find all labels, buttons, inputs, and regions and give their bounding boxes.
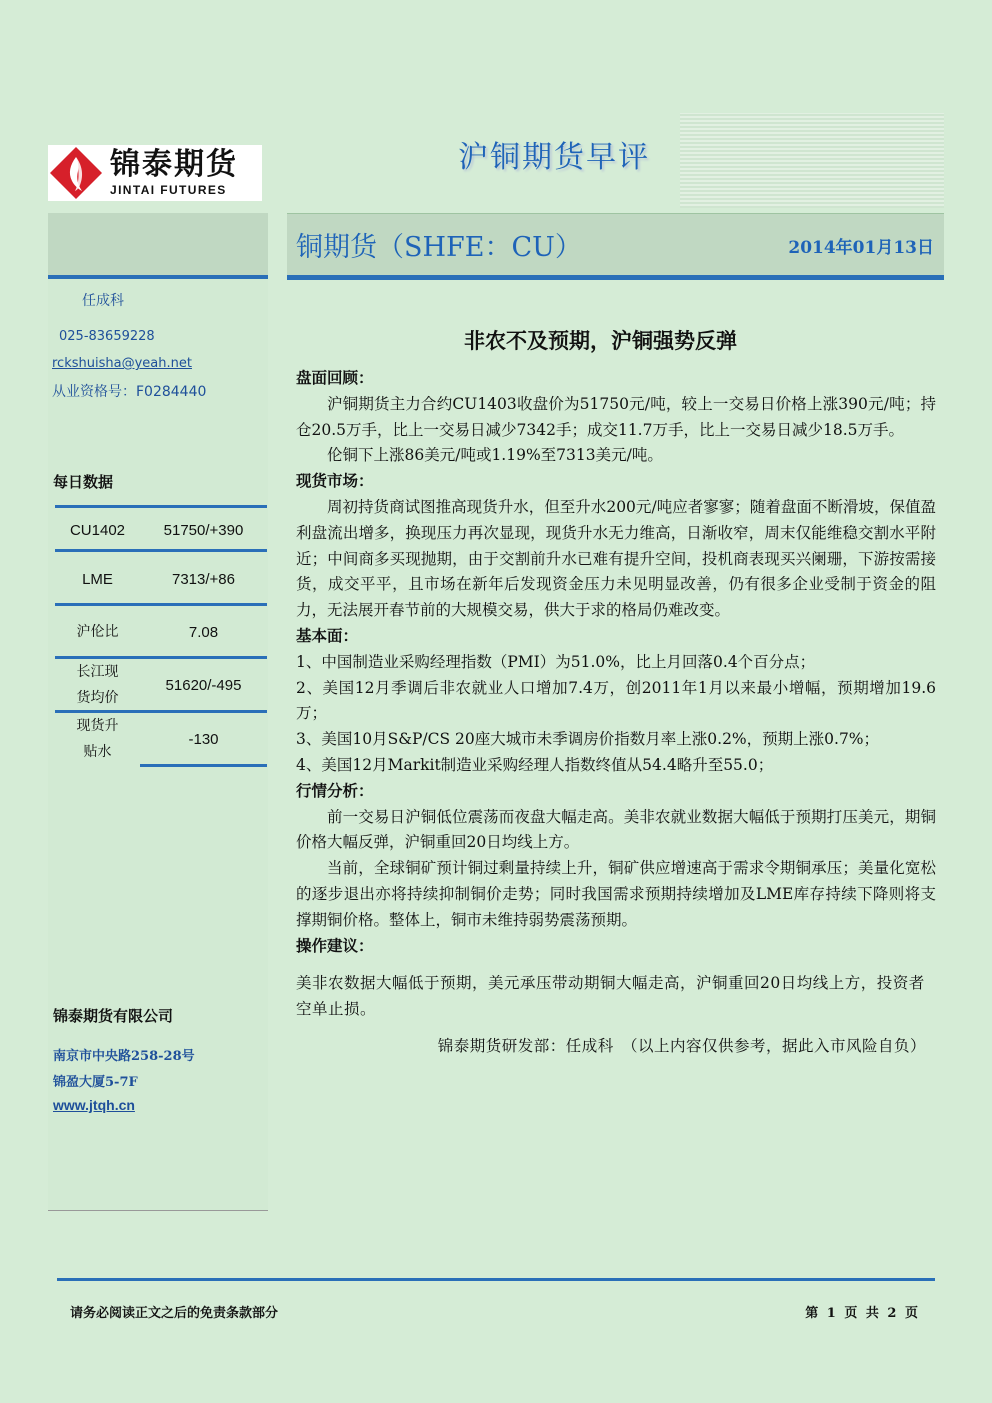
company-website-link[interactable]: www.jtqh.cn [53,1097,135,1113]
section-heading: 盘面回顾： [296,369,374,387]
paragraph: 前一交易日沪铜低位震荡而夜盘大幅走高。美非农就业数据大幅低于预期打压美元，期铜价格大幅反弹，沪铜重回20日均线上方。 [296,807,936,852]
row-label: LME [82,570,113,588]
list-item: 2、美国12月季调后非农就业人口增加7.4万，创2011年1月以来最小增幅，预期增加19.6万； [296,678,936,723]
row-value: 51750/+390 [163,521,244,539]
section-heading: 现货市场： [296,472,374,491]
section-heading: 行情分析： [296,781,374,800]
report-date: 2014年01月13日 [788,238,934,258]
list-item: 4、美国12月Markit制造业采购经理人指数终值从54.4略升至55.0； [296,755,774,774]
row-label: 沪伦比 [76,624,119,640]
table-row [55,554,267,604]
paragraph: 周初持货商试图推高现货升水，但至升水200元/吨应者寥寥；随着盘面不断滑坡，保值盈利盘流出增多，换现压力再次显现，现货升水无力维高，日渐收窄，周末仅能维稳交割水平附近；中间商多买现抛期，由于交割前升水已难有提升空间，投机商表现买兴阑珊，下游按需接货，成交平平，且市场在新年后发现资金压力未见明显改善，仍有很多企业受制于资金的阻力，无法展开春节前的大规模交易，供大于求的格局仍难改变。 [296,497,936,620]
logo-name-cn: 锦泰期货 [110,147,238,182]
footer-divider [57,1278,935,1281]
advice-text: 美非农数据大幅低于预期，美元承压带动期铜大幅走高，沪铜重回20日均线上方，投资者空单止损。 [296,974,925,1019]
analyst-license: 从业资格号：F0284440 [52,384,207,400]
product-subtitle: 铜期货（SHFE：CU） [296,232,582,263]
row-label: CU1402 [69,521,126,539]
signoff: 锦泰期货研发部：任成科 （以上内容仅供参考，据此入市风险自负） [437,1036,926,1055]
company-building: 锦盈大厦5-7F [53,1075,138,1090]
company-name: 锦泰期货有限公司 [53,1007,174,1025]
company-address: 南京市中央路258-28号 [53,1049,195,1064]
section-heading: 操作建议： [296,936,374,955]
sidebar-header-band [48,213,268,275]
paragraph: 伦铜下上涨86美元/吨或1.19%至7313美元/吨。 [327,446,663,465]
row-label: 长江现 货均价 [76,664,119,706]
disclaimer-note: 请务必阅读正文之后的免责条款部分 [70,1306,279,1321]
report-title: 沪铜期货早评 [458,140,650,175]
paragraph: 沪铜期货主力合约CU1403收盘价为51750元/吨，较上一交易日价格上涨390元/吨；持仓20.5万手，比上一交易日减少7342手；成交11.7万手，比上一交易日减少18.5万手。 [296,394,936,439]
table-rule [55,549,267,552]
analyst-name: 任成科 [82,293,124,309]
row-value: 51620/-495 [165,676,242,694]
jintai-logo-icon [48,145,104,201]
company-logo [48,145,262,201]
row-label: 现货升 贴水 [76,718,119,760]
section-heading: 基本面： [296,626,359,645]
paragraph: 当前，全球铜矿预计铜过剩量持续上升，铜矿供应增速高于需求令期铜承压；美量化宽松的逐步退出亦将持续抑制铜价走势；同时我国需求预期持续增加及LME库存持续下降则将支撑期铜价格。整体上，铜市未维持弱势震荡预期。 [296,859,936,929]
table-rule [140,764,267,767]
page-number: 第 1 页 共 2 页 [805,1306,920,1321]
article-body [296,366,936,1060]
table-rule [55,603,267,606]
main-header-divider [287,275,944,280]
logo-name-en: JINTAI FUTURES [110,183,227,197]
row-value: -130 [188,730,219,748]
table-row [55,713,267,765]
list-item: 3、美国10月S&P/CS 20座大城市未季调房价指数月率上涨0.2%，预期上涨0.7%； [296,730,880,749]
list-item: 1、中国制造业采购经理指数（PMI）为51.0%，比上月回落0.4个百分点； [296,652,816,671]
decorative-pattern [680,113,944,208]
article-title: 非农不及预期，沪铜强势反弹 [464,329,737,353]
table-row [55,508,267,552]
analyst-email-link[interactable]: rckshuisha@yeah.net [52,356,192,371]
table-row [55,659,267,711]
row-value: 7.08 [188,623,219,641]
analyst-phone: 025-83659228 [59,329,155,344]
daily-data-title: 每日数据 [53,473,114,491]
table-row [55,607,267,657]
row-value: 7313/+86 [172,570,235,588]
